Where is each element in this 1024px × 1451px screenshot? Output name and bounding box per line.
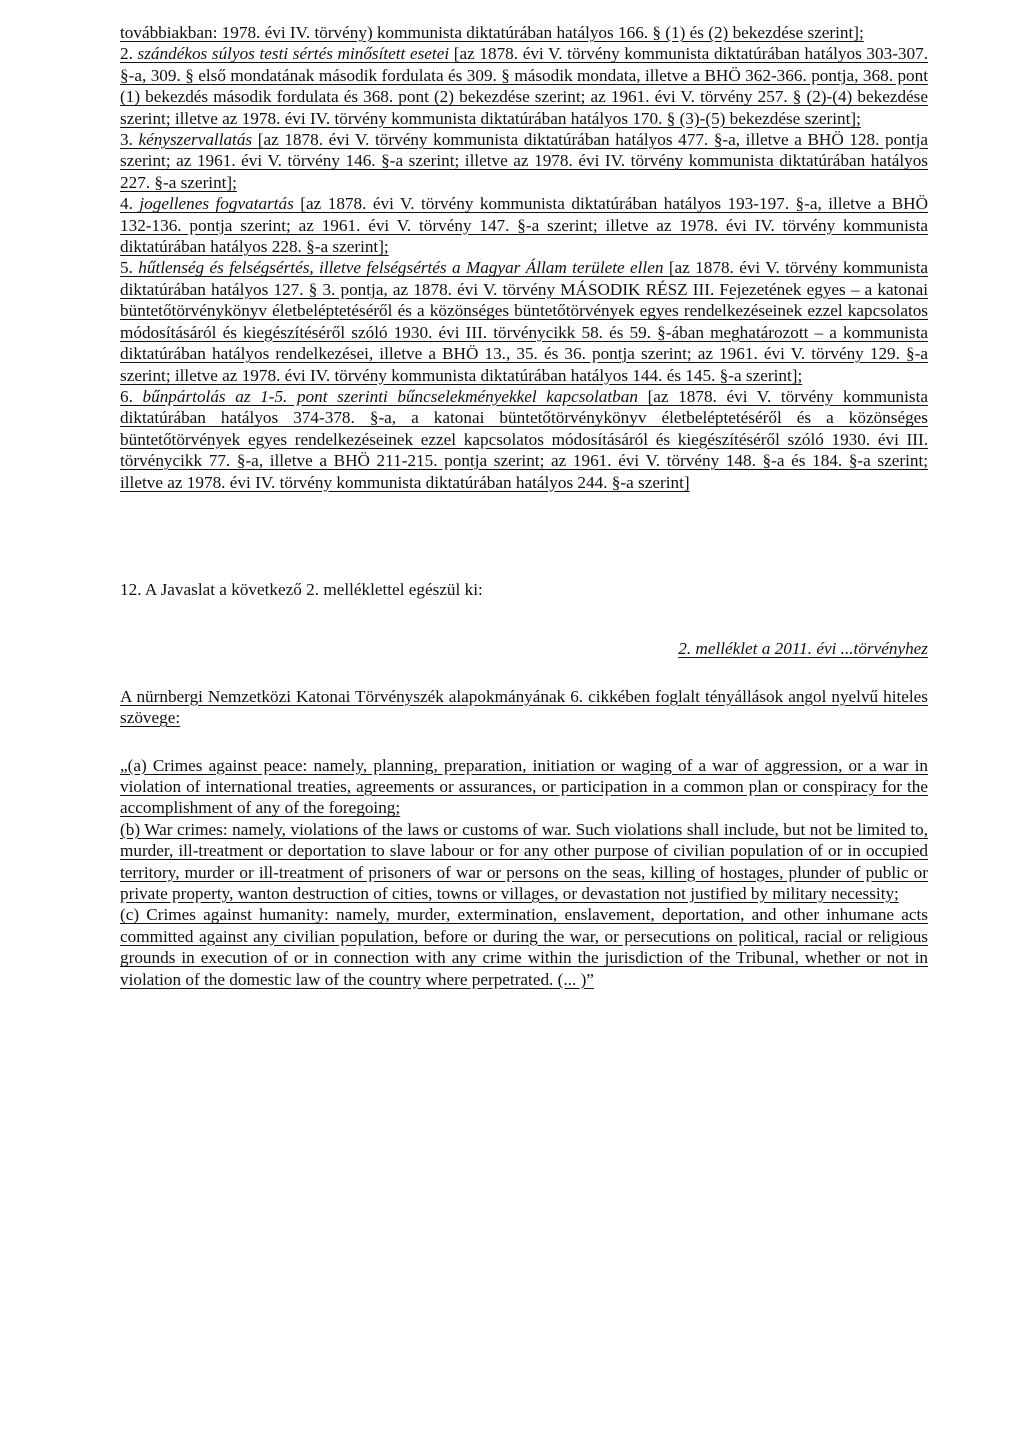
- annex-title: 2. melléklet a 2011. évi ...törvényhez: [678, 639, 928, 659]
- quote-paragraph-c: (c) Crimes against humanity: namely, murder, extermination, enslavement, deportation, and other inhumane acts committed against any civilian population, before or during the war, or persecutions on political, racial or religious grounds in execution of or in connection with any crime within the jurisdiction of the Tribunal, whether or not in violation of the domestic law of the country where perpetrated. (... )”: [120, 905, 928, 989]
- list-item-number: 2.: [120, 44, 133, 64]
- list-item-3: [120, 129, 928, 193]
- list-item-number: 3.: [120, 130, 133, 150]
- list-item-2: [120, 43, 928, 129]
- list-item-5: [120, 257, 928, 385]
- list-item-number: 4.: [120, 194, 133, 214]
- list-item-number: 6.: [120, 386, 133, 406]
- document-page: [120, 22, 928, 990]
- amendment-line: 12. A Javaslat a következő 2. melléklettel egészül ki:: [120, 579, 483, 599]
- list-item-text: [az 1878. évi V. törvény kommunista diktatúrában hatályos 477. §-a, illetve a BHÖ 128. pontja szerint; az 1961. évi V. törvény 146. §-a szerint; illetve az 1978. évi IV. törvény kommunista diktatúrában hatályos 227. §-a szerint];: [120, 130, 929, 192]
- list-item-4: [120, 193, 928, 257]
- quote-paragraph-a: „(a) Crimes against peace: namely, planning, preparation, initiation or waging of a war of aggression, or a war in violation of international treaties, agreements or assurances, or participation in a common plan or conspiracy for the accomplishment of any of the foregoing;: [120, 755, 928, 818]
- list-item-text: [az 1878. évi V. törvény kommunista diktatúrában hatályos 193-197. §-a, illetve a BHÖ 132-136. pontja szerint; az 1961. évi V. törvény 147. §-a szerint; illetve az 1978. évi IV. törvény kommunista diktatúrában hatályos 228. §-a szerint];: [120, 194, 929, 257]
- list-item-number: 5.: [120, 258, 133, 278]
- charter-quote: [120, 755, 928, 990]
- list-item-text: [az 1878. évi V. törvény kommunista diktatúrában hatályos 127. § 3. pontja, az 1878. évi V. törvény MÁSODIK RÉSZ III. Fejezetének egyes – a katonai büntetőtörvénykönyv életbeléptetéséről és a közönséges büntetőtörvények egyes rendelkezéseinek ezzel kapcsolatos módosításáról és kiegészítéséről szóló 1930. évi III. törvénycikk 58. és 59. §-ában meghatározott – a kommunista diktatúrában hatályos rendelkezései, illetve a BHÖ 13., 35. és 36. pontja szerint; az 1961. évi V. törvény 129. §-a szerint; illetve az 1978. évi IV. törvény kommunista diktatúrában hatályos 144. és 145. §-a szerint];: [120, 258, 928, 385]
- list-item-title: szándékos súlyos testi sértés minősített esetei: [137, 44, 450, 64]
- list-item-title: hűtlenség és felségsértés, illetve felségsértés a Magyar Állam területe ellen: [138, 258, 664, 278]
- list-item-text: [az 1878. évi V. törvény kommunista diktatúrában hatályos 374-378. §-a, a katonai büntetőtörvénykönyv életbeléptetéséről és a közönséges büntetőtörvények egyes rendelkezéseinek ezzel kapcsolatos módosításáról és kiegészítéséről szóló 1930. évi III. törvénycikk 77. §-a, illetve a BHÖ 211-215. pontja szerint; az 1961. évi V. törvény 148. §-a és 184. §-a szerint; illetve az 1978. évi IV. törvény kommunista diktatúrában hatályos 244. §-a szerint]: [120, 386, 928, 492]
- quote-paragraph-b: (b) War crimes: namely, violations of the laws or customs of war. Such violations shall include, but not be limited to, murder, ill-treatment or deportation to slave labour or for any other purpose of civilian population of or in occupied territory, murder or ill-treatment of prisoners of war or persons on the seas, killing of hostages, plunder of public or private property, wanton destruction of cities, towns or villages, or devastation not justified by military necessity;: [120, 819, 928, 903]
- list-item-text: [az 1878. évi V. törvény kommunista diktatúrában hatályos 303-307. §-a, 309. § első mondatának második fordulata és 309. § második mondata, illetve a BHÖ 362-366. pontja, 368. pont (1) bekezdés második fordulata és 368. pont (2) bekezdése szerint; az 1961. évi V. törvény 257. § (2)-(4) bekezdése szerint; illetve az 1978. évi IV. törvény kommunista diktatúrában hatályos 170. § (3)-(5) bekezdése szerint];: [120, 44, 929, 128]
- list-item-continuation: [120, 22, 928, 43]
- annex-intro: A nürnbergi Nemzetközi Katonai Törvényszék alapokmányának 6. cikkében foglalt tényállások angol nyelvű hiteles szövege:: [120, 686, 928, 728]
- list-item-text: továbbiakban: 1978. évi IV. törvény) kommunista diktatúrában hatályos 166. § (1) és (2) bekezdése szerint];: [120, 23, 864, 42]
- list-item-6: [120, 386, 928, 493]
- list-item-title: jogellenes fogvatartás: [139, 194, 294, 214]
- crime-list: [120, 22, 928, 493]
- list-item-title: kényszervallatás: [138, 130, 253, 150]
- list-item-title: bűnpártolás az 1-5. pont szerinti bűncselekményekkel kapcsolatban: [142, 386, 638, 406]
